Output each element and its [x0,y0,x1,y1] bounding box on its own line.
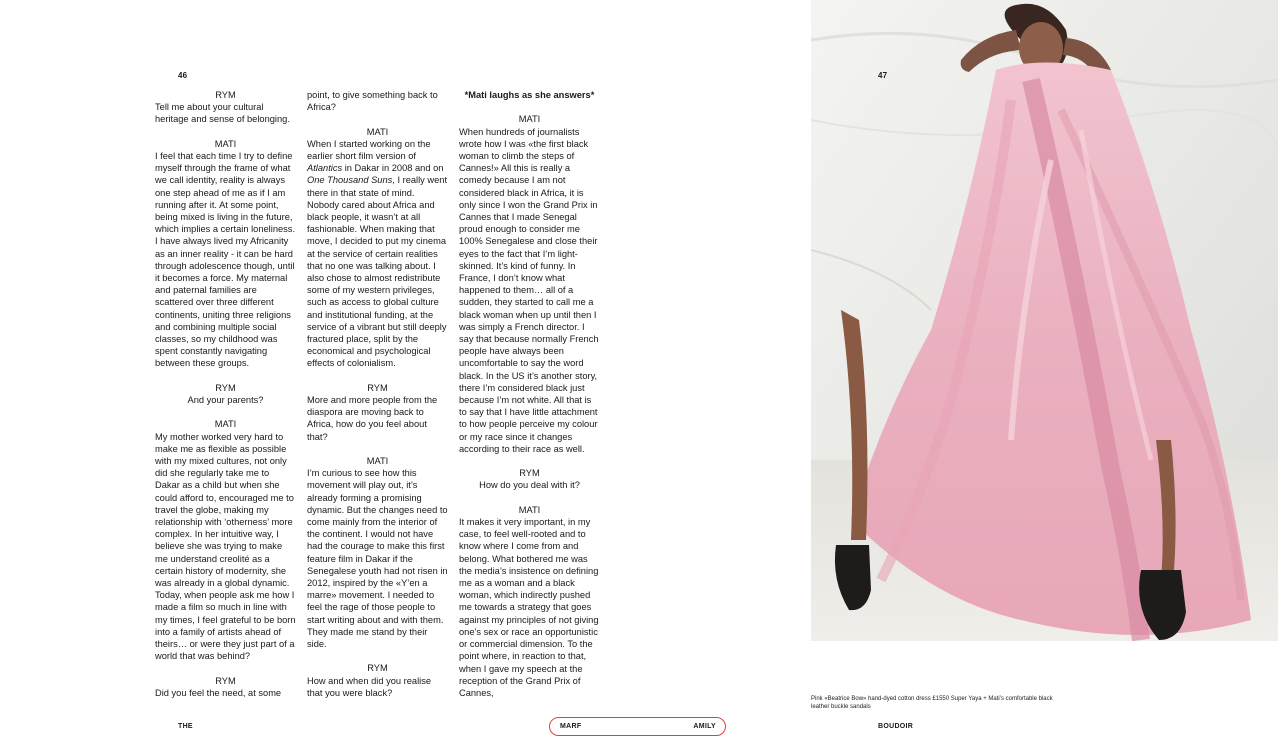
footer-pill-left: MARF [560,723,582,730]
film-title: One Thousand Suns [307,175,393,186]
speaker-label: RYM [519,468,540,479]
question-text: Tell me about your cultural heritage and sense of belonging. [155,102,290,125]
speaker-label: MATI [518,114,541,125]
speaker-label: RYM [215,675,236,686]
speaker-label: MATI [366,126,389,137]
question-text: How and when did you realise that you were black? [307,675,432,698]
speaker-label: MATI [518,504,541,515]
answer-text: When hundreds of journalists wrote how I was «the first black woman to climb the steps of Cannes!» All this is really a comedy because I am not considered black in Africa, it is only since I won the Grand Prix in Cannes that I made Senegal proud enough to consider me 100% Senegalese and close their eyes to the fact that I’m light-skinned. It’s kind of funny. In France, I don’t know what happened to them… all of a sudden, they started to call me a black woman when up until then I was simply a French director. I say that because normally French people have always been uncomfortable to say the word black. In the US it’s another story, there I’m considered black just because I’m not white. All that is to say that I have little attachment to how people perceive my colour or my race since it changes according to their race as well. [459,126,599,454]
question-text: point, to give something back to Africa? [307,90,438,113]
answer-text: I feel that each time I try to define myself through the frame of what we call identity, reality is always one step ahead of me as if I am running after it. At some point, being mixed is living in the future, which implies a certain loneliness. I have always lived my Africanity as an inner reality - it can be hard through adolescence though, until it becomes a force. My maternal and paternal families are scattered over three different continents, uniting three religions and combining multiple social classes, so my childhood was spent constantly navigating between these groups. [155,151,296,369]
page-number-left: 46 [178,71,188,80]
column-3 [459,89,600,711]
answer-text: It makes it very important, in my case, to feel well-rooted and to know where I come from and belong. What bothered me was the media’s insistence on defining me as a woman and a black woman, which indirectly pushed me towards a strategy that goes against my principles of not giving one’s sex or race an opportunistic or commercial dimension. To the point where, in reaction to that, when I gave my speech at the reception of the Grand Prix of Cannes, [459,517,599,698]
photo-illustration [811,0,1278,641]
question-text: How do you deal with it? [479,480,580,491]
speaker-label: RYM [215,382,236,393]
speaker-label: MATI [214,138,237,149]
speaker-label: MATI [366,456,389,467]
answer-text [307,138,448,370]
fashion-photo [811,0,1278,641]
question-text: And your parents? [187,395,264,406]
film-title: Atlantics [307,163,343,174]
speaker-label: RYM [215,90,236,100]
answer-text-part: , I really went there in that state of mind. Nobody cared about Africa and black people, it wasn’t at all fashionable. When making that move, I decided to put my cinema at the service of certain realities that no one was talking about. I also chose to almost redistribute some of my western privileges, such as access to global culture and institutional funding, at the service of a vibrant but still deeply fractured place, split by the economical and psychological effects of colonialism. [307,175,448,369]
answer-text-part: in Dakar in 2008 and on [342,163,444,174]
answer-text-part: When I started working on the earlier short film version of [307,138,431,161]
footer-pill [549,717,726,736]
speaker-label: MATI [214,419,237,430]
footer-right-label: BOUDOIR [878,723,914,730]
answer-text: My mother worked very hard to make me as flexible as possible with my mixed cultures, not only did she regularly take me to Dakar as a child but when she could afford to, encouraged me to travel the globe, making my relationship with ‘otherness’ more complex. In her intuitive way, I believe she was trying to make me understand creolité as a certain history of modernity, she was already in a global dynamic. Today, when people ask me how I made a film so much in line with my times, I feel grateful to be born into a family of artists ahead of theirs… or were they just part of a world that was behind? [155,431,296,662]
column-1 [155,89,296,711]
page-number-right: 47 [878,71,888,80]
answer-text: I’m curious to see how this movement will play out, it’s already forming a promising dynamic. But the changes need to come mainly from the interior of the continent. I would not have had the courage to make this first feature film in Dakar if the Senegalese youth had not risen in 2012, inspired by the «Y’en a marre» movement. I needed to feel the rage of those people to start writing about and with them. They made me stand by their side. [307,468,448,650]
footer-pill-right: AMILY [693,723,716,730]
speaker-label: RYM [367,663,388,674]
speaker-label: RYM [367,382,388,393]
question-text: Did you feel the need, at some [155,687,282,698]
photo-caption: Pink «Beatrice Bow» hand-dyed cotton dress £1550 Super Yaya + Mati’s comfortable black leather buckle sandals [811,696,1053,710]
question-text: More and more people from the diaspora are moving back to Africa, how do you feel about that? [307,395,438,442]
right-page [811,0,1278,750]
stage-direction: *Mati laughs as she answers* [464,90,595,100]
column-2 [307,89,448,711]
footer-left-label: THE [178,723,193,730]
